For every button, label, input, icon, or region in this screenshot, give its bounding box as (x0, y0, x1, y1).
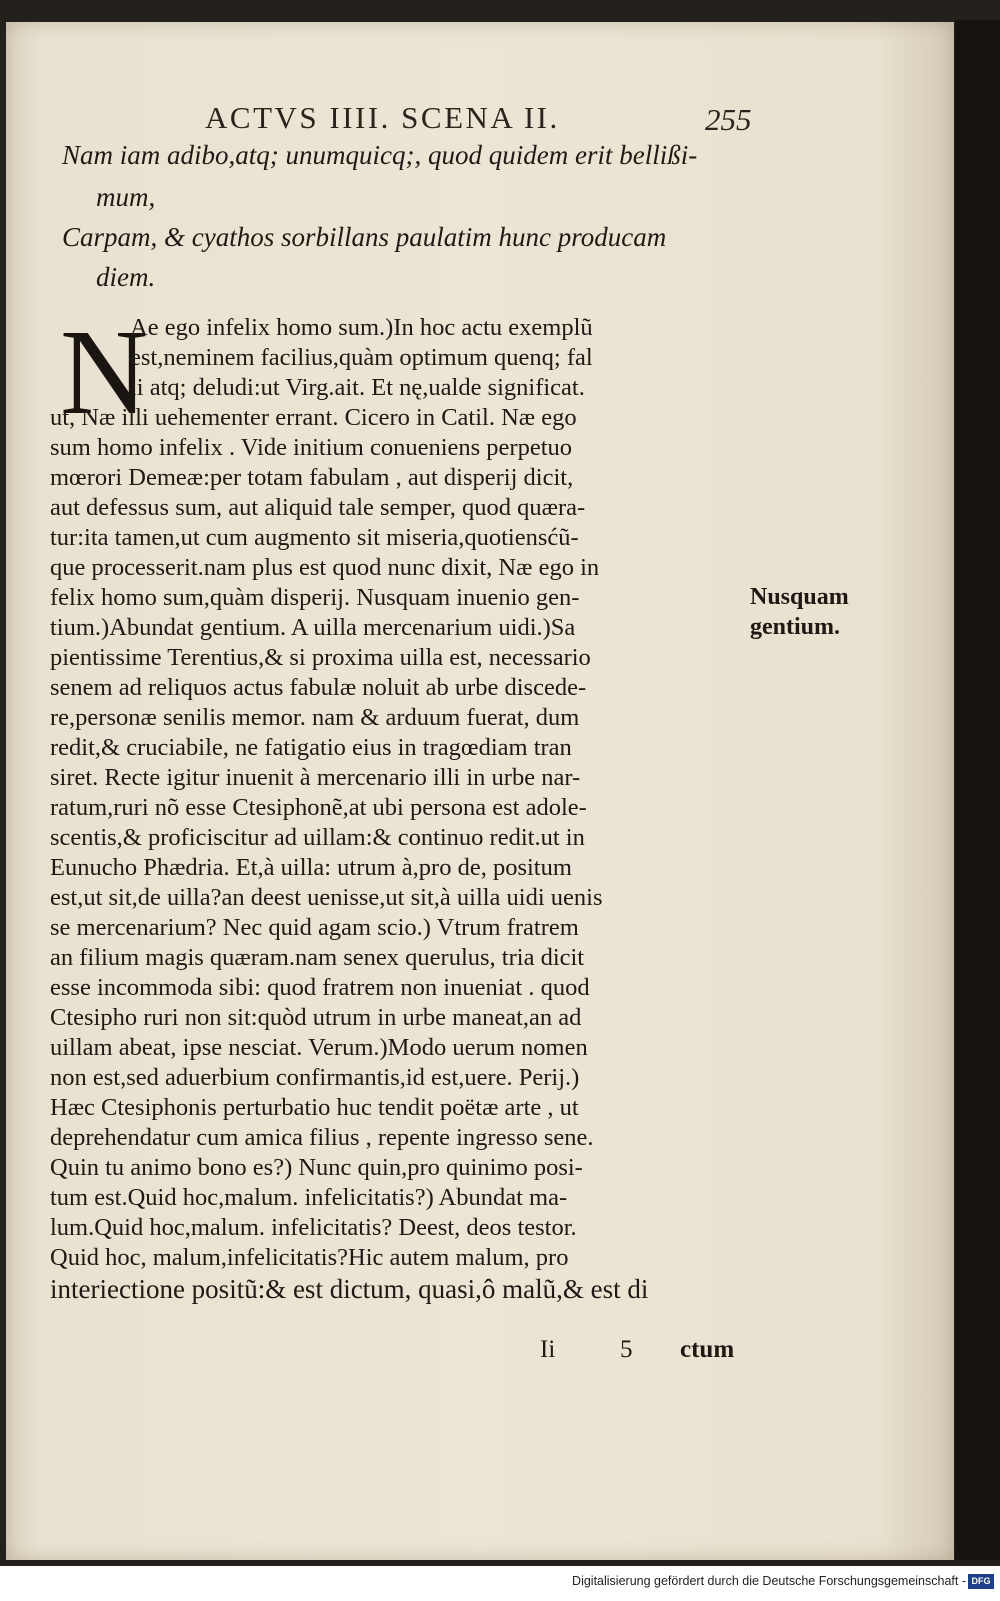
body-line: Ae ego infelix homo sum.)In hoc actu exemplũ (130, 314, 593, 341)
verse-line: Nam iam adibo,atq; unumquicq;, quod quidem erit bellißi- (62, 140, 698, 170)
body-line: deprehendatur cum amica filius , repente ingresso sene. (50, 1124, 594, 1151)
signature-number: 5 (620, 1336, 633, 1363)
body-line: Eunucho Phædria. Et,à uilla: utrum à,pro de, positum (50, 854, 572, 881)
body-line: que processerit.nam plus est quod nunc dixit, Næ ego in (50, 554, 600, 581)
body-line: tum est.Quid hoc,malum. infelicitatis?) Abundat ma- (50, 1184, 568, 1211)
body-line: se mercenarium? Nec quid agam scio.) Vtrum fratrem (50, 914, 579, 941)
body-line: Hæc Ctesiphonis perturbatio huc tendit poëtæ arte , ut (50, 1094, 579, 1121)
body-line: tium.)Abundat gentium. A uilla mercenarium uidi.)Sa (50, 614, 576, 641)
book-edge (955, 20, 1000, 1560)
body-line: mœrori Demeæ:per totam fabulam , aut disperij dicit, (50, 464, 574, 491)
body-line: scentis,& proficiscitur ad uillam:& continuo redit.ut in (50, 824, 585, 851)
body-line: lum.Quid hoc,malum. infelicitatis? Deest, deos testor. (50, 1214, 577, 1241)
dfg-logo-icon: DFG (968, 1574, 994, 1589)
digitization-footer (0, 1566, 1000, 1601)
body-line: ratum,ruri nõ esse Ctesiphonẽ,at ubi persona est adole- (50, 794, 587, 821)
body-line: ut, Næ illi uehementer errant. Cicero in Catil. Næ ego (50, 404, 577, 431)
body-line: Ctesipho ruri non sit:quòd utrum in urbe maneat,an ad (50, 1004, 582, 1031)
drop-cap: N (60, 305, 149, 440)
body-line: est,neminem facilius,quàm optimum quenq; fal (130, 344, 593, 371)
body-line: uillam abeat, ipse nesciat. Verum.)Modo uerum nomen (50, 1034, 588, 1061)
body-line: li atq; deludi:ut Virg.ait. Et nę,ualde significat. (130, 374, 585, 401)
body-line: felix homo sum,quàm disperij. Nusquam inuenio gen- (50, 584, 580, 611)
margin-note-line: gentium. (750, 614, 840, 640)
verse-line: Carpam, & cyathos sorbillans paulatim hunc producam (62, 222, 667, 252)
body-line: senem ad reliquos actus fabulæ noluit ab urbe discede- (50, 674, 587, 701)
signature-mark: Ii (540, 1336, 556, 1363)
footer-credit: Digitalisierung gefördert durch die Deutsche Forschungsgemeinschaft - (572, 1574, 966, 1588)
verse-line: mum, (96, 182, 156, 212)
page-number: 255 (705, 102, 752, 137)
header-title: ACTVS IIII. SCENA II. (205, 100, 560, 135)
verse-line: diem. (96, 262, 156, 292)
margin-note-line: Nusquam (750, 584, 849, 610)
body-line: redit,& cruciabile, ne fatigatio eius in tragœdiam tran (50, 734, 572, 761)
body-line: Quid hoc, malum,infelicitatis?Hic autem malum, pro (50, 1244, 569, 1271)
body-line: an filium magis quæram.nam senex querulus, tria dicit (50, 944, 585, 971)
body-line: interiectione positũ:& est dictum, quasi,ô malũ,& est di (50, 1274, 649, 1304)
body-line: siret. Recte igitur inuenit à mercenario illi in urbe nar- (50, 764, 581, 791)
body-line: esse incommoda sibi: quod fratrem non inueniat . quod (50, 974, 590, 1001)
body-line: est,ut sit,de uilla?an deest uenisse,ut sit,à uilla uidi uenis (50, 884, 603, 911)
body-line: re,personæ senilis memor. nam & arduum fuerat, dum (50, 704, 580, 731)
catchword: ctum (680, 1336, 735, 1363)
body-line: tur:ita tamen,ut cum augmento sit miseria,quotiensćũ- (50, 524, 579, 551)
body-line: Quin tu animo bono es?) Nunc quin,pro quinimo posi- (50, 1154, 583, 1181)
body-line: pientissime Terentius,& si proxima uilla est, necessario (50, 644, 591, 671)
body-line: aut defessus sum, aut aliquid tale semper, quod quæra- (50, 494, 586, 521)
body-line: non est,sed aduerbium confirmantis,id est,uere. Perij.) (50, 1064, 580, 1091)
body-line: sum homo infelix . Vide initium conueniens perpetuo (50, 434, 573, 461)
